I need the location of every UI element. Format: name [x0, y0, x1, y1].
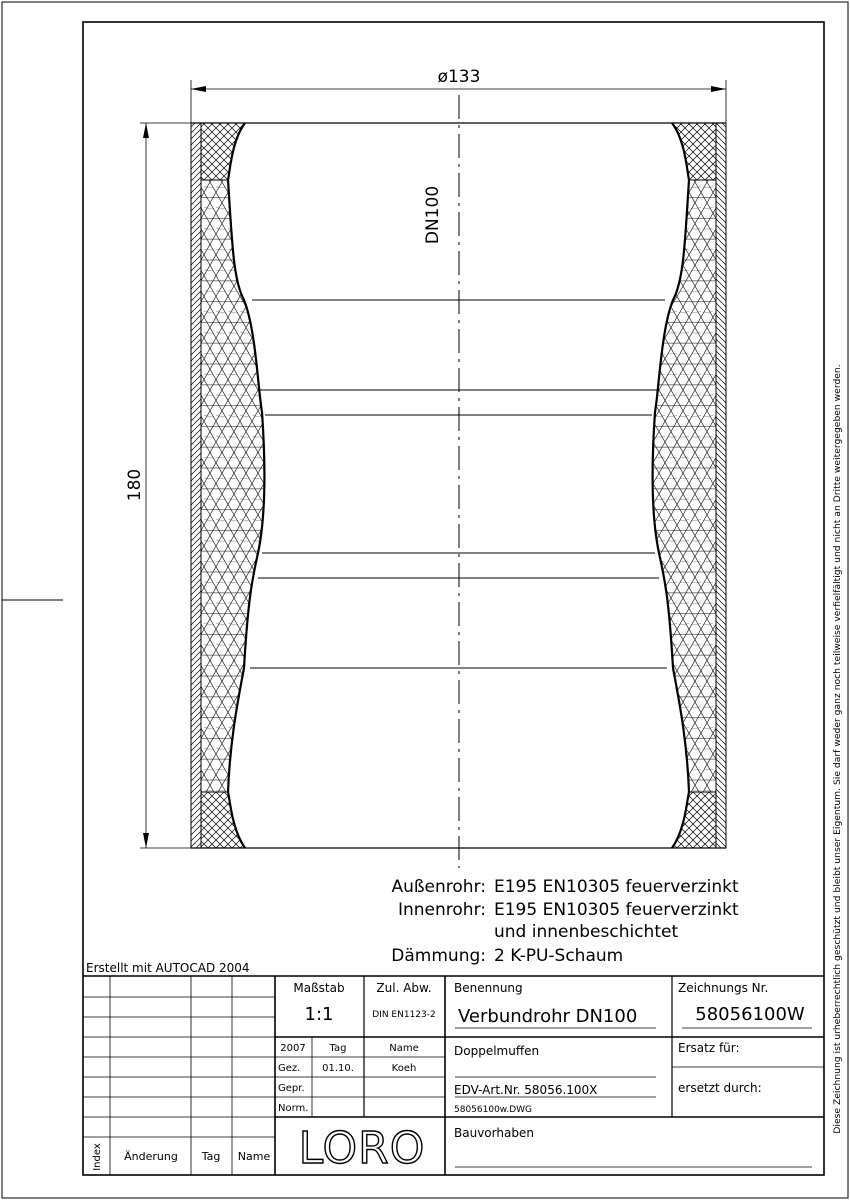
insulation-value: 2 K-PU-Schaum [494, 946, 624, 966]
outer-pipe-value: E195 EN10305 feuerverzinkt [494, 877, 739, 897]
drawn-name: Koeh [391, 1063, 417, 1074]
designation-label: Benennung [454, 981, 523, 995]
revision-index-header: Index [92, 1143, 103, 1171]
right-bottom-seal [672, 792, 716, 848]
left-top-seal [201, 123, 245, 180]
project-label: Bauvorhaben [454, 1126, 534, 1140]
year-value: 2007 [280, 1043, 306, 1054]
replacement-for-label: Ersatz für: [678, 1041, 740, 1055]
right-top-seal [672, 123, 716, 180]
diameter-dimension-label: ø133 [437, 67, 481, 87]
right-insulation-foam [653, 180, 716, 792]
description-value: Doppelmuffen [454, 1044, 540, 1058]
dwg-file-name: 58056100w.DWG [454, 1105, 533, 1115]
tolerance-value: DIN EN1123-2 [372, 1010, 436, 1020]
day-label: Tag [329, 1043, 347, 1054]
inner-pipe-value: E195 EN10305 feuerverzinkt [494, 900, 739, 920]
left-wall [191, 123, 264, 848]
right-outer-pipe-wall [716, 123, 726, 848]
left-bottom-seal [201, 792, 245, 848]
drawn-date: 01.10. [322, 1063, 354, 1074]
checked-label: Gepr. [278, 1083, 305, 1094]
material-notes [391, 877, 739, 966]
drawing-number-label: Zeichnungs Nr. [678, 981, 769, 995]
scale-label: Maßstab [293, 981, 345, 995]
revision-change-header: Änderung [124, 1150, 178, 1163]
pipe-section-view [191, 95, 726, 868]
created-with-note: Erstellt mit AUTOCAD 2004 [86, 961, 250, 975]
nominal-size-label: DN100 [423, 185, 443, 245]
insulation-label: Dämmung: [391, 946, 486, 966]
drawing-number-value: 58056100W [695, 1004, 805, 1025]
article-number: EDV-Art.Nr. 58056.100X [454, 1083, 598, 1097]
scale-value: 1:1 [304, 1004, 334, 1025]
length-dimension-label: 180 [125, 468, 145, 502]
outer-pipe-label: Außenrohr: [391, 877, 486, 897]
length-dimension [140, 123, 191, 848]
tolerance-label: Zul. Abw. [376, 981, 432, 995]
loro-logo: LORO [298, 1123, 426, 1174]
copyright-notice: Diese Zeichnung ist urheberrechtlich geschützt und bleibt unser Eigentum. Sie darf weder ganz noch teilweise verfielfältigt und nicht an Dritte weitergegeben werden. [832, 364, 843, 1134]
drawn-label: Gez. [278, 1063, 301, 1074]
revision-day-header: Tag [201, 1150, 221, 1163]
revision-name-header: Name [237, 1150, 271, 1163]
inner-pipe-label: Innenrohr: [397, 900, 486, 920]
name-label: Name [389, 1043, 419, 1054]
right-wall [653, 123, 726, 848]
designation-value: Verbundrohr DN100 [458, 1006, 638, 1027]
norm-label: Norm. [278, 1103, 309, 1114]
left-outer-pipe-wall [191, 123, 201, 848]
left-insulation-foam [201, 180, 264, 792]
replaced-by-label: ersetzt durch: [678, 1081, 762, 1095]
inner-pipe-value-2: und innenbeschichtet [494, 922, 679, 942]
